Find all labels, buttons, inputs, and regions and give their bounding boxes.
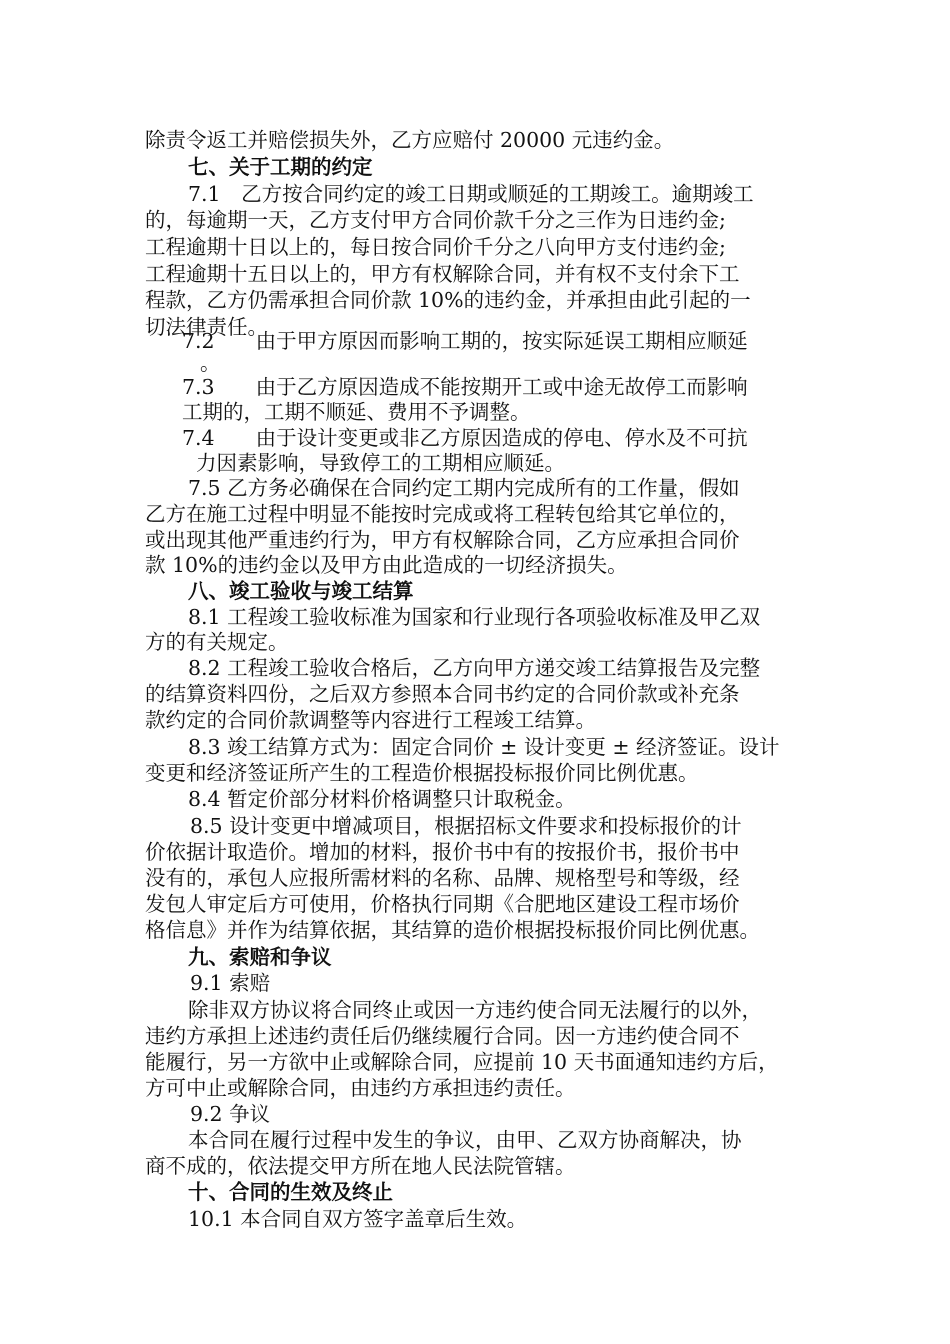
section-heading-9: 九、索赔和争议 [188,945,332,969]
clause-8-4: 8.4 暂定价部分材料价格调整只计取税金。 [188,787,576,811]
clause-7-3: 7.3 由于乙方原因造成不能按期开工或中途无故停工而影响 [182,375,748,399]
paragraph-line: 方可中止或解除合同，由违约方承担违约责任。 [145,1076,576,1100]
section-heading-10: 十、合同的生效及终止 [188,1180,393,1204]
clause-9-2: 9.2 争议 [190,1102,271,1126]
paragraph-line: 除责令返工并赔偿损失外，乙方应赔付 20000 元违约金。 [145,128,675,152]
paragraph-line: 的，每逾期一天，乙方支付甲方合同价款千分之三作为日违约金; [145,208,726,232]
paragraph-line: 违约方承担上述违约责任后仍继续履行合同。因一方违约使合同不 [145,1024,740,1048]
paragraph-line: 格信息》并作为结算依据，其结算的造价根据投标报价同比例优惠。 [145,918,760,942]
paragraph-line: 工程逾期十五日以上的，甲方有权解除合同，并有权不支付余下工 [145,262,740,286]
clause-9-1: 9.1 索赔 [190,971,271,995]
clause-7-1: 7.1 乙方按合同约定的竣工日期或顺延的工期竣工。逾期竣工 [188,182,754,206]
paragraph-line: 切法律责任。 [145,315,268,339]
clause-8-1: 8.1 工程竣工验收标准为国家和行业现行各项验收标准及甲乙双 [188,605,761,629]
paragraph-line: 工程逾期十日以上的，每日按合同价千分之八向甲方支付违约金; [145,235,726,259]
clause-10-1: 10.1 本合同自双方签字盖章后生效。 [188,1207,528,1231]
section-heading-7: 七、关于工期的约定 [188,155,373,179]
paragraph-line: 的结算资料四份，之后双方参照本合同书约定的合同价款或补充条 [145,682,740,706]
paragraph-line: 商不成的，依法提交甲方所在地人民法院管辖。 [145,1154,576,1178]
paragraph-line: 方的有关规定。 [145,630,289,654]
clause-7-4: 7.4 由于设计变更或非乙方原因造成的停电、停水及不可抗 [182,426,748,450]
section-heading-8: 八、竣工验收与竣工结算 [188,579,414,603]
paragraph-line: 价依据计取造价。增加的材料，报价书中有的按报价书，报价书中 [145,840,740,864]
clause-8-3: 8.3 竣工结算方式为：固定合同价 ± 设计变更 ± 经济签证。设计 [188,735,780,759]
paragraph-line: 除非双方协议将合同终止或因一方违约使合同无法履行的以外， [188,998,762,1022]
paragraph-line: 没有的，承包人应报所需材料的名称、品牌、规格型号和等级，经 [145,866,740,890]
paragraph-line: 款 10%的违约金以及甲方由此造成的一切经济损失。 [145,553,628,577]
paragraph-line: 变更和经济签证所产生的工程造价根据投标报价同比例优惠。 [145,761,699,785]
paragraph-line: 力因素影响，导致停工的工期相应顺延。 [196,451,565,475]
clause-8-5: 8.5 设计变更中增减项目，根据招标文件要求和投标报价的计 [190,814,742,838]
paragraph-line: 。 [200,351,221,375]
paragraph-line: 能履行，另一方欲中止或解除合同，应提前 10 天书面通知违约方后， [145,1050,779,1074]
paragraph-line: 发包人审定后方可使用，价格执行同期《合肥地区建设工程市场价 [145,892,740,916]
clause-7-5: 7.5 乙方务必确保在合同约定工期内完成所有的工作量，假如 [188,476,740,500]
paragraph-line: 程款，乙方仍需承担合同价款 10%的违约金，并承担由此引起的一 [145,288,751,312]
paragraph-line: 或出现其他严重违约行为，甲方有权解除合同，乙方应承担合同价 [145,528,740,552]
paragraph-line: 乙方在施工过程中明显不能按时完成或将工程转包给其它单位的， [145,502,740,526]
clause-8-2: 8.2 工程竣工验收合格后，乙方向甲方递交竣工结算报告及完整 [188,656,761,680]
paragraph-line: 款约定的合同价款调整等内容进行工程竣工结算。 [145,708,596,732]
paragraph-line: 工期的，工期不顺延、费用不予调整。 [182,400,531,424]
paragraph-line: 本合同在履行过程中发生的争议，由甲、乙双方协商解决，协 [188,1128,742,1152]
clause-7-2: 7.2 由于甲方原因而影响工期的，按实际延误工期相应顺延 [182,329,748,353]
